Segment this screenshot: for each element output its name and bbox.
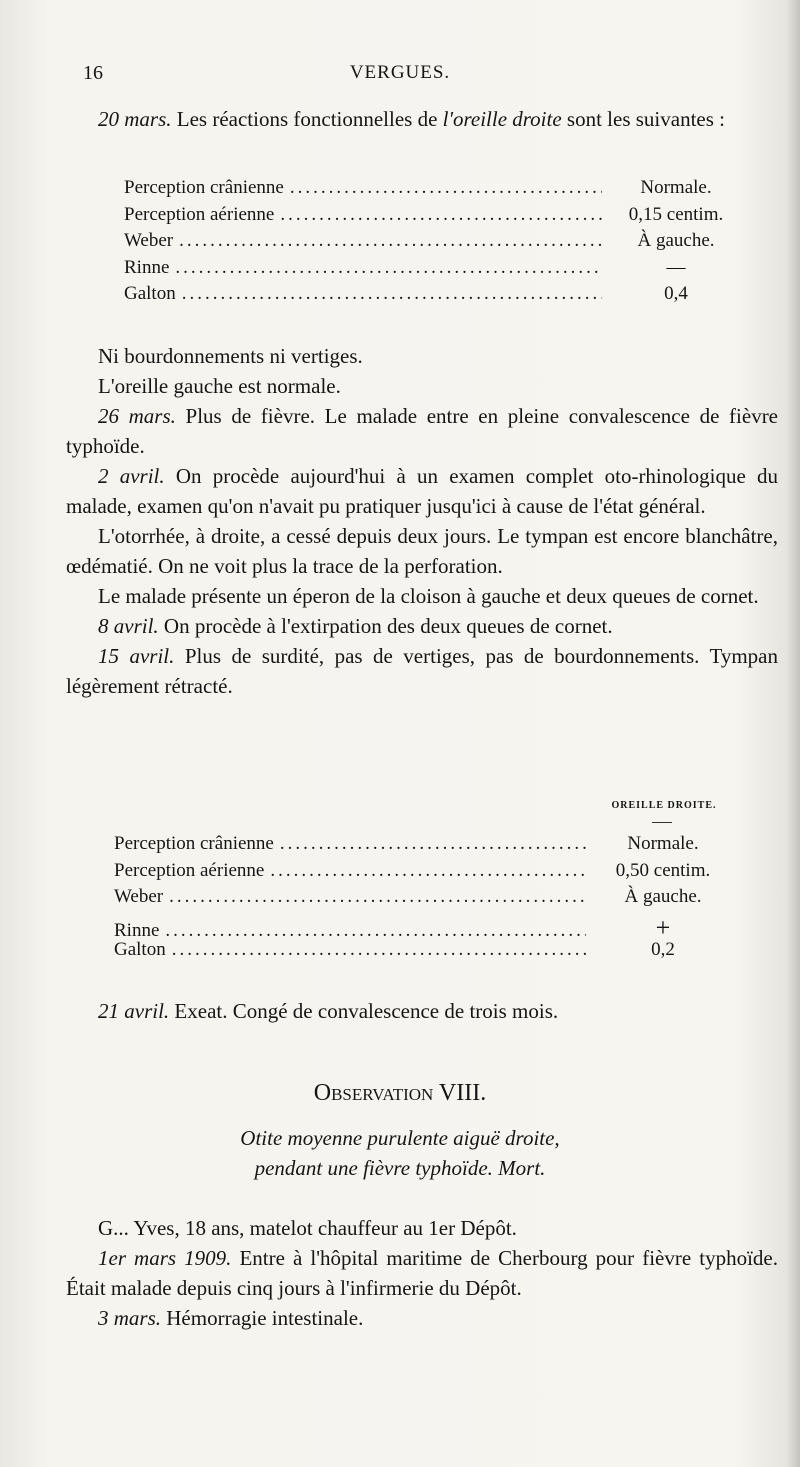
table-row: Weber ..... À gauche. (124, 230, 744, 257)
paragraph-21-avril: 21 avril. Exeat. Congé de convalescence de trois mois. (98, 999, 559, 1023)
paragraph: L'oreille gauche est normale. (98, 374, 341, 398)
date-label: 26 mars. (98, 404, 176, 428)
paragraph: 2 avril. On procède aujourd'hui à un examen complet oto-rhinologique du malade, examen qu'on n'avait pu pratiquer jusqu'ici à cause de l'état général. (66, 464, 778, 518)
table-row: Perception aérienne ..... 0,15 centim. (124, 204, 744, 231)
table-row: Rinne ..... — (124, 257, 744, 284)
table-row: Weber ..... À gauche. (114, 886, 734, 913)
table-row: Galton ..... 0,2 (114, 939, 734, 966)
hearing-table-2 (114, 833, 734, 966)
table-row: Perception aérienne ..... 0,50 centim. (114, 860, 734, 887)
paragraph: 1er mars 1909. Entre à l'hôpital maritime de Cherbourg pour fièvre typhoïde. Était malade depuis cinq jours à l'infirmerie du Dépôt. (66, 1246, 778, 1300)
date-label: 3 mars. (98, 1306, 162, 1330)
clinical-notes (66, 341, 778, 701)
observation-notes (66, 1213, 778, 1333)
ear-label: l'oreille droite (442, 107, 562, 131)
paragraph: 26 mars. Plus de fièvre. Le malade entre en pleine convalescence de fièvre typhoïde. (66, 404, 779, 458)
observation-subtitle-line2: pendant une fièvre typhoïde. Mort. (254, 1156, 546, 1180)
paragraph: G... Yves, 18 ans, matelot chauffeur au 1er Dépôt. (98, 1216, 517, 1240)
paragraph: Ni bourdonnements ni vertiges. (98, 344, 363, 368)
column-header: OREILLE DROITE. (611, 800, 717, 811)
date-label: 20 mars. (98, 107, 172, 131)
observation-title: Observation VIII. (313, 1080, 487, 1106)
date-label: 21 avril. (98, 999, 170, 1023)
paragraph: Le malade présente un éperon de la cloison à gauche et deux queues de cornet. (98, 584, 759, 608)
paragraph: 8 avril. On procède à l'extirpation des deux queues de cornet. (98, 614, 613, 638)
date-label: 15 avril. (98, 644, 175, 668)
date-label: 2 avril. (98, 464, 165, 488)
paragraph: 3 mars. Hémorragie intestinale. (98, 1306, 364, 1330)
date-label: 8 avril. (98, 614, 159, 638)
paragraph: L'otorrhée, à droite, a cessé depuis deux jours. Le tympan est encore blanchâtre, œdématié. On ne voit plus la trace de la perforation. (66, 524, 778, 578)
table-row: Perception crânienne ..... Normale. (124, 177, 744, 204)
table-row: Perception crânienne ..... Normale. (114, 833, 734, 860)
paragraph: 15 avril. Plus de surdité, pas de vertiges, pas de bourdonnements. Tympan légèrement rétracté. (66, 644, 778, 698)
column-rule (652, 822, 672, 823)
observation-subtitle-line1: Otite moyenne purulente aiguë droite, (240, 1126, 560, 1150)
hearing-table-1 (124, 177, 744, 310)
paragraph-20-mars: 20 mars. Les réactions fonctionnelles de l'oreille droite sont les suivantes : (98, 107, 725, 131)
table-row: Galton ..... 0,4 (124, 283, 744, 310)
date-label: 1er mars 1909. (98, 1246, 232, 1270)
running-title: VERGUES. (349, 62, 451, 83)
table-row: Rinne ..... + (114, 913, 734, 940)
page-number: 16 (83, 62, 103, 84)
